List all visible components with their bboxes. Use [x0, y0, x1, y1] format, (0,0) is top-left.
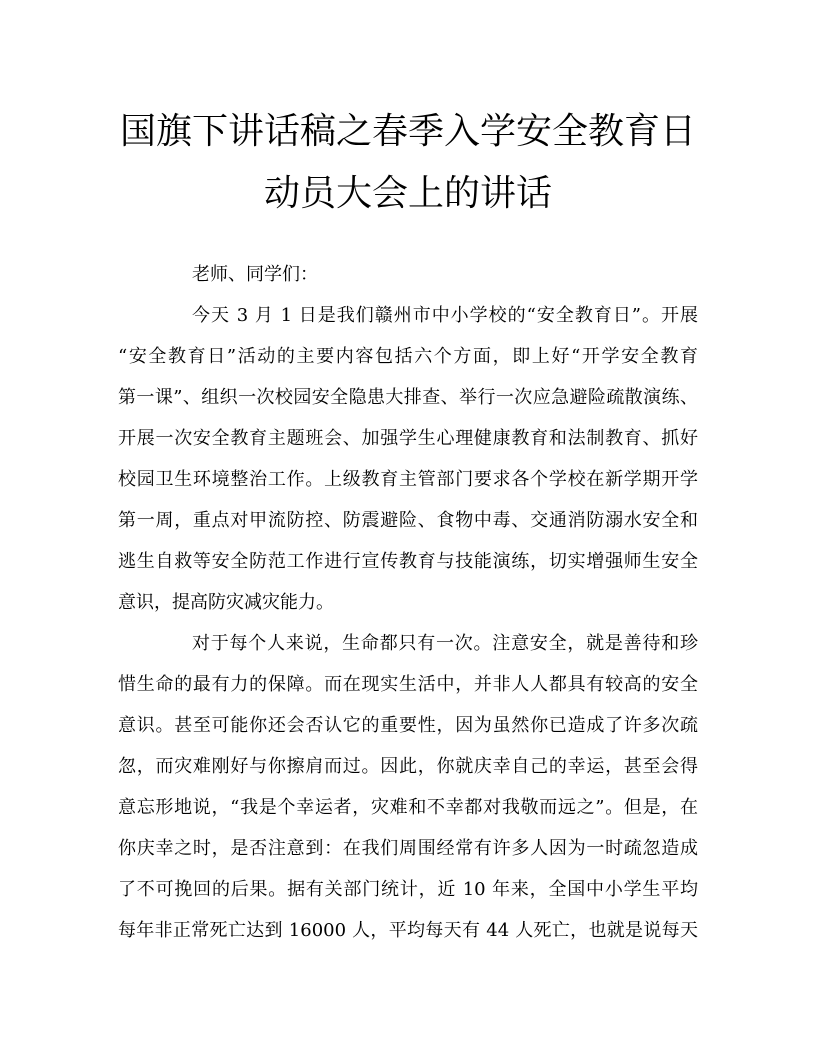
paragraph-line: 今天 3 月 1 日是我们赣州市中小学校的“安全教育日”。开展	[192, 305, 698, 326]
paragraph-1	[118, 295, 698, 623]
document-body	[118, 254, 698, 951]
paragraph-line: “安全教育日”活动的主要内容包括六个方面，即上好“开学安全教育	[118, 346, 698, 367]
paragraph-line: 你庆幸之时，是否注意到：在我们周围经常有许多人因为一时疏忽造成	[118, 838, 698, 859]
document-title-line-1: 国旗下讲话稿之春季入学安全教育日	[119, 111, 696, 152]
paragraph-line: 了不可挽回的后果。据有关部门统计，近 10 年来，全国中小学生平均	[118, 879, 698, 900]
paragraph-2	[118, 623, 698, 951]
paragraph-line: 对于每个人来说，生命都只有一次。注意安全，就是善待和珍	[192, 633, 698, 654]
paragraph-line: 逃生自救等安全防范工作进行宣传教育与技能演练，切实增强师生安全	[118, 551, 698, 572]
paragraph-line: 意识，提高防灾减灾能力。	[118, 592, 334, 613]
paragraph-line: 第一课”、组织一次校园安全隐患大排查、举行一次应急避险疏散演练、	[118, 387, 698, 408]
paragraph-line: 校园卫生环境整治工作。上级教育主管部门要求各个学校在新学期开学	[118, 469, 698, 490]
paragraph-line: 惜生命的最有力的保障。而在现实生活中，并非人人都具有较高的安全	[118, 674, 698, 695]
paragraph-line: 第一周，重点对甲流防控、防震避险、食物中毒、交通消防溺水安全和	[118, 510, 698, 531]
paragraph-line: 意识。甚至可能你还会否认它的重要性，因为虽然你已造成了许多次疏	[118, 715, 698, 736]
salutation	[118, 254, 698, 295]
document-title-line-2: 动员大会上的讲话	[263, 173, 552, 214]
paragraph-line: 开展一次安全教育主题班会、加强学生心理健康教育和法制教育、抓好	[118, 428, 698, 449]
salutation-line: 老师、同学们：	[192, 264, 318, 285]
paragraph-line: 忽，而灾难刚好与你擦肩而过。因此，你就庆幸自己的幸运，甚至会得	[118, 756, 698, 777]
paragraph-line: 每年非正常死亡达到 16000 人，平均每天有 44 人死亡，也就是说每天	[118, 920, 698, 941]
paragraph-line: 意忘形地说，“我是个幸运者，灾难和不幸都对我敬而远之”。但是，在	[118, 797, 698, 818]
